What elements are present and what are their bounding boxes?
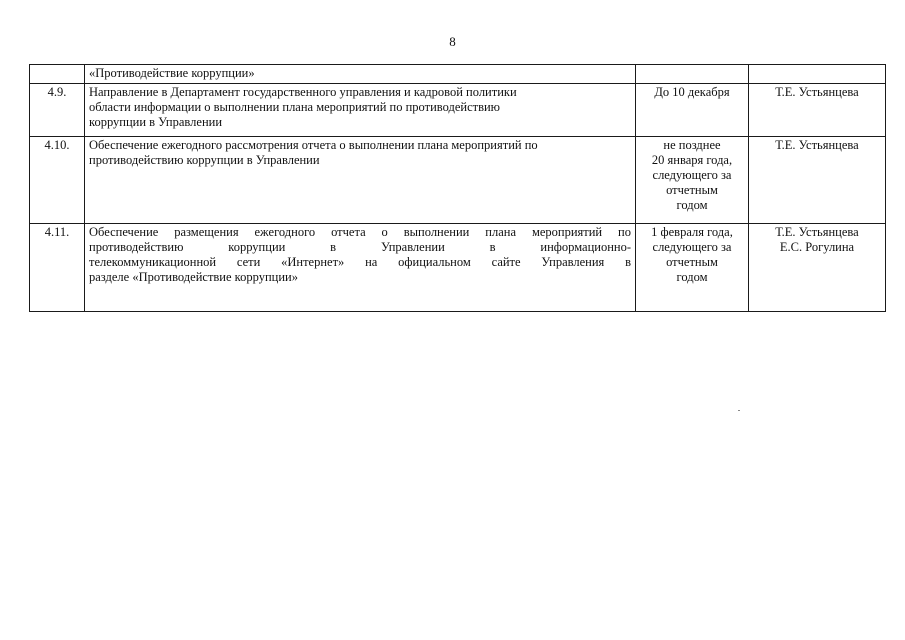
anti-corruption-plan-table: [29, 64, 886, 312]
deadline-cell: [636, 65, 749, 84]
deadline-text: 1 февраля года,: [651, 225, 733, 239]
measure-text: области информации о выполнении плана мероприятий по противодействию: [89, 100, 501, 114]
page-number: 8: [449, 34, 456, 49]
responsible-name: Е.С. Рогулина: [779, 240, 855, 254]
deadline-text: отчетным: [666, 183, 718, 197]
responsible-cell: [749, 65, 886, 84]
row-number: 4.10.: [44, 138, 70, 152]
measure-text: коррупции в Управлении: [89, 115, 223, 129]
measure-text: разделе «Противодействие коррупции»: [89, 270, 298, 284]
row-number-cell: [30, 137, 85, 224]
deadline-text: не позднее: [663, 138, 721, 152]
responsible-cell: [749, 84, 886, 137]
measure-cell: [85, 84, 636, 137]
responsible-name: Т.Е. Устьянцева: [775, 138, 859, 152]
deadline-text: отчетным: [666, 255, 718, 269]
measure-cell: [85, 137, 636, 224]
deadline-cell: [636, 137, 749, 224]
measure-text: Обеспечение размещения ежегодного отчета о выполнении плана мероприятий по: [89, 225, 631, 239]
responsible-cell: [749, 224, 886, 312]
measure-text: «Противодействие коррупции»: [89, 66, 255, 80]
measure-text: телекоммуникационной сети «Интернет» на официальном сайте Управления в: [89, 255, 631, 269]
responsible-cell: [749, 137, 886, 224]
row-number-cell: [30, 84, 85, 137]
row-number: 4.9.: [47, 85, 67, 99]
measure-cell: [85, 224, 636, 312]
measure-text: Обеспечение ежегодного рассмотрения отчета о выполнении плана мероприятий по: [89, 138, 538, 152]
measure-text: противодействию коррупции в Управлении: [89, 153, 320, 167]
deadline-text: годом: [676, 198, 708, 212]
table-row: [30, 65, 886, 84]
deadline-cell: [636, 84, 749, 137]
table-row: [30, 224, 886, 312]
row-number-cell: [30, 65, 85, 84]
deadline-text: следующего за: [652, 168, 732, 182]
table-row: [30, 137, 886, 224]
row-number: 4.11.: [44, 225, 70, 239]
table-row: [30, 84, 886, 137]
deadline-text: До 10 декабря: [654, 85, 730, 99]
measure-text: противодействию коррупции в Управлении в информационно-: [89, 240, 631, 254]
responsible-name: Т.Е. Устьянцева: [775, 85, 859, 99]
measure-cell: [85, 65, 636, 84]
measure-text: Направление в Департамент государственного управления и кадровой политики: [89, 85, 517, 99]
deadline-text: следующего за: [652, 240, 732, 254]
scan-speck: [738, 410, 740, 411]
deadline-text: 20 января года,: [651, 153, 733, 167]
row-number-cell: [30, 224, 85, 312]
deadline-text: годом: [676, 270, 708, 284]
deadline-cell: [636, 224, 749, 312]
responsible-name: Т.Е. Устьянцева: [775, 225, 859, 239]
